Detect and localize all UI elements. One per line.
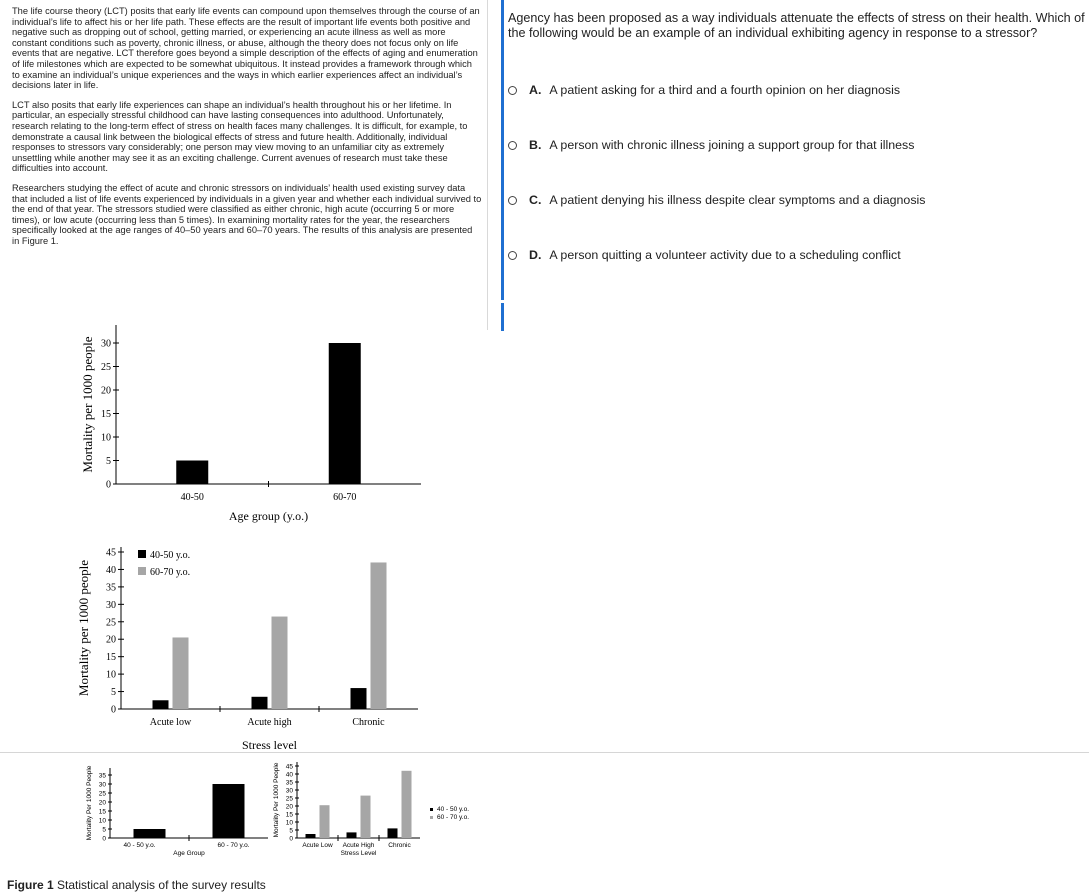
y-tick-label: 45 (106, 547, 116, 559)
choice-letter: D. (529, 248, 542, 262)
pane-divider (487, 0, 488, 330)
y-tick-label: 20 (285, 803, 293, 811)
y-tick-label: 30 (101, 338, 111, 350)
y-axis-label: Mortality Per 1000 People (273, 762, 280, 838)
choice-c[interactable] (508, 190, 925, 210)
choice-text: A person quitting a volunteer activity due to a scheduling conflict (549, 248, 901, 262)
y-tick-label: 20 (106, 634, 116, 646)
y-tick-label: 25 (285, 795, 293, 803)
y-tick-label: 15 (98, 808, 106, 816)
bar (173, 637, 189, 709)
y-axis-label: Mortality Per 1000 People (86, 765, 93, 841)
x-tick-label: 60 - 70 y.o. (217, 842, 250, 849)
bar (252, 697, 268, 709)
choice-letter: A. (529, 83, 542, 97)
radio-circle-icon[interactable] (508, 86, 517, 95)
passage-paragraph-1: The life course theory (LCT) posits that early life events can compound upon themselves through the course of an individual’s life to affect his or her life path. These effects are the result of important life events both positive and negative such as dropping out of school, getting married, or experiencing an acute illness as well as more constant conditions such as poverty, chronic illness, or abuse, although the theory does not focus only on life events that are negative. LCT therefore goes beyond a simple description of the effects of aging and enumeration of life milestones which are expected to be somewhat ubiquitous. It instead provides a framework through which to examine an individual’s unique experiences and the ways in which earlier experiences affect an individual’s decisions later in life. (12, 6, 480, 91)
passage-paragraph-3: Researchers studying the effect of acute and chronic stressors on individuals’ health used existing survey data that included a list of life events experienced by individuals in a given year and whether each individual survived to the end of that year. The stressors studied were classified as either chronic, high acute (occurring 5 or more times), or low acute (occurring less than 5 times). In examining mortality rates for the year, the researchers specifically looked at the age ranges of 40–50 years and 60–70 years. The results of this analysis are presented in Figure 1. (12, 182, 482, 246)
bar (153, 700, 169, 709)
legend-label: 40 - 50 y.o. (437, 806, 470, 813)
legend-swatch (138, 550, 146, 558)
y-tick-label: 15 (106, 652, 116, 664)
y-tick-label: 35 (98, 772, 106, 780)
bar (351, 688, 367, 709)
passage-paragraph-2: LCT also posits that early life experiences can shape an individual’s health throughout his or her lifetime. In particular, an especially stressful childhood can have lasting consequences into adulthood. Unfortunately, research relating to the long-term effect of stress on health faces many challenges. It is difficult, for example, to demonstrate a causal link between the biological effects of stress and future health. Additionally, individual responses to stressors vary considerably; one person may view moving to an unfamiliar city as extremely unsettling while another may see it as an exciting challenge. Current avenues of research must take these difficulties into account. (12, 99, 468, 174)
legend-label: 40-50 y.o. (150, 550, 191, 561)
choice-text: A patient asking for a third and a fourth opinion on her diagnosis (549, 83, 901, 97)
horizontal-rule (0, 752, 1089, 753)
figure-caption (7, 878, 266, 892)
legend-label: 60 - 70 y.o. (437, 814, 470, 821)
radio-circle-icon[interactable] (508, 196, 517, 205)
y-tick-label: 5 (102, 826, 106, 834)
bar (347, 832, 357, 838)
bar (320, 805, 330, 838)
x-tick-label: Chronic (388, 842, 411, 849)
y-tick-label: 20 (98, 799, 106, 807)
y-tick-label: 30 (285, 787, 293, 795)
x-axis-label: Stress level (242, 738, 297, 752)
y-tick-label: 30 (98, 781, 106, 789)
x-tick-label: Acute Low (302, 842, 333, 849)
y-tick-label: 0 (102, 835, 106, 843)
y-axis-label: Mortality per 1000 people (76, 559, 91, 697)
bar (329, 343, 361, 484)
y-tick-label: 5 (111, 687, 116, 699)
choice-a[interactable] (508, 80, 900, 100)
chart-age-group (80, 325, 421, 523)
y-tick-label: 0 (111, 704, 116, 716)
x-tick-label: Acute high (247, 717, 292, 728)
y-tick-label: 10 (101, 432, 111, 444)
y-tick-label: 10 (285, 819, 293, 827)
y-tick-label: 40 (106, 564, 116, 576)
y-tick-label: 20 (101, 385, 111, 397)
bar (213, 784, 245, 838)
figure-caption-label: Figure 1 (7, 878, 54, 892)
x-tick-label: Chronic (352, 717, 385, 728)
x-tick-label: Acute low (149, 717, 192, 728)
bar (361, 796, 371, 838)
choice-letter: C. (529, 193, 542, 207)
x-axis-label: Age group (y.o.) (228, 509, 309, 523)
y-tick-label: 35 (285, 779, 293, 787)
choice-text: A patient denying his illness despite clear symptoms and a diagnosis (549, 193, 926, 207)
bar (306, 834, 316, 838)
y-tick-label: 5 (106, 456, 111, 467)
x-tick-label: 40 - 50 y.o. (123, 842, 156, 849)
y-tick-label: 35 (106, 582, 116, 594)
chart-stress-level (76, 547, 418, 752)
bar (134, 829, 166, 838)
y-axis-label: Mortality per 1000 people (80, 336, 95, 473)
y-tick-label: 25 (106, 617, 116, 629)
legend-swatch (430, 808, 433, 811)
y-tick-label: 30 (106, 599, 116, 611)
bar (388, 828, 398, 838)
choice-d[interactable] (508, 245, 901, 265)
question-stem: Agency has been proposed as a way individuals attenuate the effects of stress on their health. Which of the following would be an example of an individual exhibiting agency in response to a stressor? (508, 11, 1085, 40)
passage-scrollbar[interactable] (501, 0, 504, 331)
x-tick-label: 40-50 (180, 492, 204, 503)
small-chart-age-group (86, 765, 268, 857)
legend-label: 60-70 y.o. (150, 567, 191, 578)
x-tick-label: 60-70 (333, 492, 357, 503)
y-tick-label: 0 (289, 835, 293, 843)
y-tick-label: 40 (285, 771, 293, 779)
y-tick-label: 0 (106, 479, 111, 491)
y-tick-label: 10 (98, 817, 106, 825)
legend-swatch (138, 567, 146, 575)
x-tick-label: Acute High (342, 842, 375, 849)
legend-swatch (430, 816, 433, 819)
y-tick-label: 25 (98, 790, 106, 798)
small-chart-stress-level (273, 762, 469, 857)
y-tick-label: 15 (285, 811, 293, 819)
y-tick-label: 10 (106, 669, 116, 681)
bar (176, 461, 208, 485)
x-axis-label: Stress Level (340, 850, 377, 857)
choice-letter: B. (529, 138, 542, 152)
choice-b[interactable] (508, 135, 914, 155)
y-tick-label: 45 (285, 763, 293, 771)
passage (12, 6, 482, 255)
bar (371, 562, 387, 709)
choice-text: A person with chronic illness joining a support group for that illness (549, 138, 915, 152)
y-tick-label: 5 (289, 827, 293, 835)
x-axis-label: Age Group (173, 850, 205, 857)
bar (272, 617, 288, 709)
bar (402, 771, 412, 838)
figure-caption-text: Statistical analysis of the survey results (53, 878, 266, 892)
y-tick-label: 25 (101, 362, 111, 373)
radio-circle-icon[interactable] (508, 251, 517, 260)
y-tick-label: 15 (101, 409, 111, 420)
radio-circle-icon[interactable] (508, 141, 517, 150)
